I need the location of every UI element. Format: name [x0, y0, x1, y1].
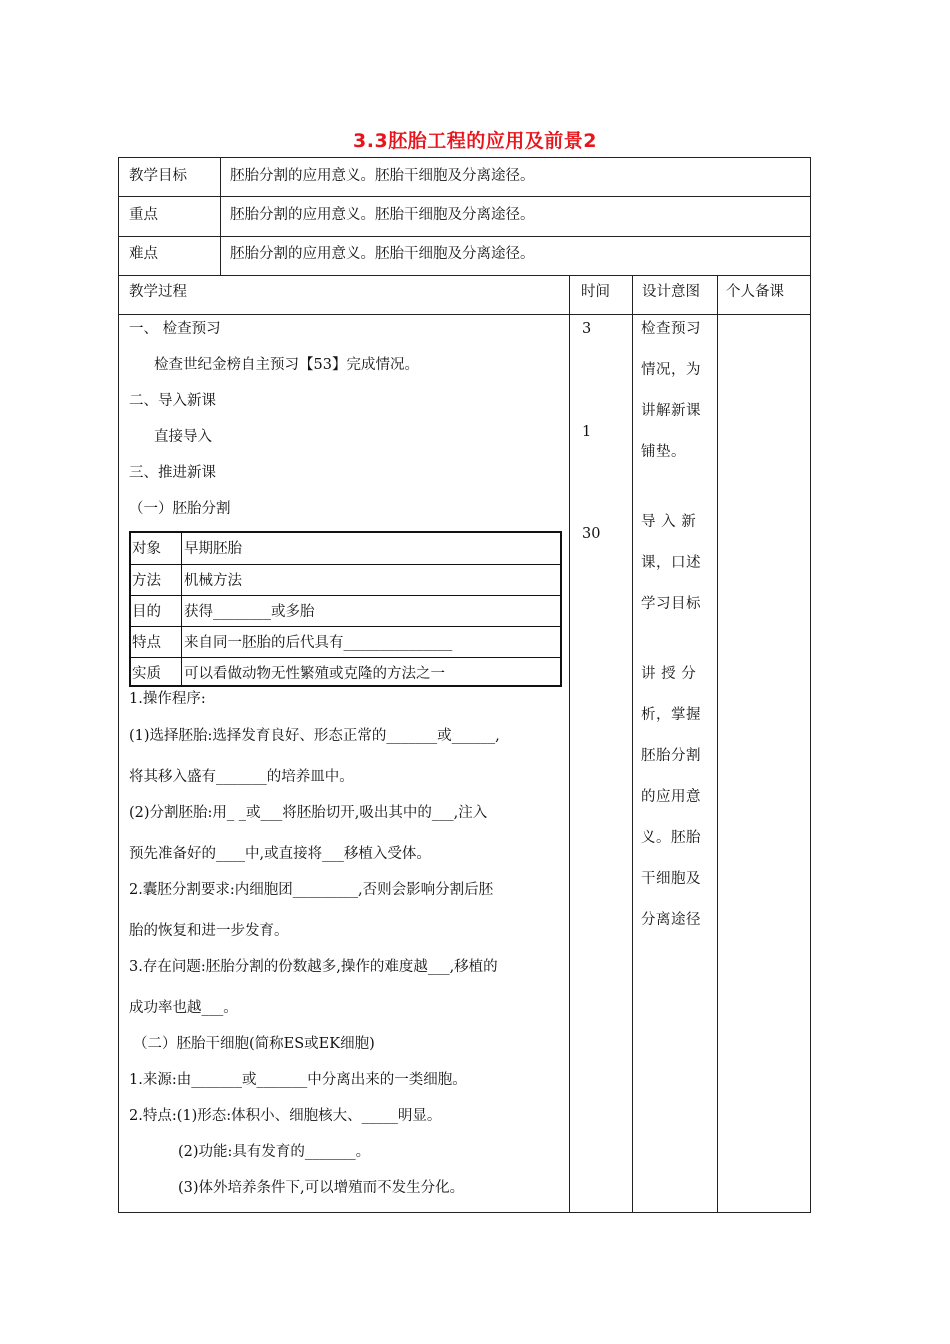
body-line: 将其移入盛有_______的培养皿中。 — [129, 769, 354, 785]
lesson-plan-table — [118, 157, 811, 1213]
row-divider — [119, 236, 810, 237]
page-title: 3.3胚胎工程的应用及前景2 — [353, 130, 597, 152]
key-point-value: 胚胎分割的应用意义。胚胎干细胞及分离途径。 — [230, 207, 535, 223]
difficulty-label: 难点 — [129, 246, 158, 262]
subsection-stem-cells: （二）胚胎干细胞(简称ES或EK细胞) — [133, 1036, 375, 1052]
row-value: 早期胚胎 — [184, 541, 242, 557]
col-divider — [717, 275, 718, 1212]
design-line: 导 入 新 — [641, 514, 697, 530]
design-line: 讲 授 分 — [641, 666, 697, 682]
table-row — [131, 595, 560, 627]
section-check-preview: 一、 检查预习 — [129, 321, 221, 337]
design-line: 铺垫。 — [641, 444, 686, 460]
objective-label: 教学目标 — [129, 168, 187, 184]
design-line: 义。胚胎 — [641, 830, 701, 846]
key-point-label: 重点 — [129, 207, 158, 223]
design-line: 检查预习 — [641, 321, 701, 337]
objective-value: 胚胎分割的应用意义。胚胎干细胞及分离途径。 — [230, 168, 535, 184]
design-line: 析，掌握 — [641, 707, 701, 723]
col-divider — [569, 275, 570, 1212]
table-row — [131, 626, 560, 658]
section-new-lesson: 三、推进新课 — [129, 465, 216, 481]
design-line: 分离途径 — [641, 912, 701, 928]
body-line: 1.操作程序: — [129, 691, 206, 707]
time-value: 3 — [582, 321, 592, 337]
row-label: 对象 — [132, 541, 161, 557]
row-label: 方法 — [132, 573, 161, 589]
col-header-process: 教学过程 — [129, 284, 187, 300]
row-divider — [119, 196, 810, 197]
col-header-personal: 个人备课 — [726, 284, 784, 300]
row-divider — [119, 314, 810, 315]
body-line: 2.囊胚分割要求:内细胞团_________,否则会影响分割后胚 — [129, 882, 494, 898]
col-divider — [632, 275, 633, 1212]
body-line: (1)选择胚胎:选择发育良好、形态正常的_______或______, — [129, 728, 500, 744]
body-line: 胎的恢复和进一步发育。 — [129, 923, 289, 939]
intro-text: 直接导入 — [154, 429, 212, 445]
subsection-embryo-splitting: （一）胚胎分割 — [129, 501, 231, 517]
body-line: 1.来源:由_______或_______中分离出来的一类细胞。 — [129, 1072, 467, 1088]
body-line: 2.特点:(1)形态:体积小、细胞核大、_____明显。 — [129, 1108, 442, 1124]
difficulty-value: 胚胎分割的应用意义。胚胎干细胞及分离途径。 — [230, 246, 535, 262]
table-row — [131, 564, 560, 596]
row-label: 特点 — [132, 635, 161, 651]
body-line: 预先准备好的____中,或直接将___移植入受体。 — [129, 846, 431, 862]
row-value: 可以看做动物无性繁殖或克隆的方法之一 — [184, 666, 445, 682]
row-value: 机械方法 — [184, 573, 242, 589]
body-line: (2)分割胚胎:用_ _或___将胚胎切开,吸出其中的___,注入 — [129, 805, 488, 821]
design-line: 胚胎分割 — [641, 748, 701, 764]
row-value: 来自同一胚胎的后代具有_______________ — [184, 635, 453, 651]
col-divider — [220, 158, 221, 275]
row-value: 获得________或多胎 — [184, 604, 315, 620]
time-value: 30 — [582, 526, 601, 542]
check-preview-text: 检查世纪金榜自主预习【53】完成情况。 — [154, 357, 419, 373]
table-row — [131, 533, 560, 564]
body-line: (2)功能:具有发育的_______。 — [178, 1144, 371, 1160]
body-line: 成功率也越___。 — [129, 1000, 238, 1016]
row-label: 实质 — [132, 666, 161, 682]
design-line: 讲解新课 — [641, 403, 701, 419]
col-header-design: 设计意图 — [642, 284, 700, 300]
design-line: 情况，为 — [641, 362, 701, 378]
body-line: 3.存在问题:胚胎分割的份数越多,操作的难度越___,移植的 — [129, 959, 498, 975]
col-header-time: 时间 — [581, 284, 610, 300]
row-divider — [119, 275, 810, 276]
time-value: 1 — [582, 424, 592, 440]
design-line: 干细胞及 — [641, 871, 701, 887]
section-intro: 二、导入新课 — [129, 393, 216, 409]
body-line: (3)体外培养条件下,可以增殖而不发生分化。 — [178, 1180, 465, 1196]
embryo-splitting-table — [129, 531, 562, 687]
design-line: 的应用意 — [641, 789, 701, 805]
table-row — [131, 657, 560, 686]
design-line: 学习目标 — [641, 596, 701, 612]
row-label: 目的 — [132, 604, 161, 620]
design-line: 课，口述 — [641, 555, 701, 571]
